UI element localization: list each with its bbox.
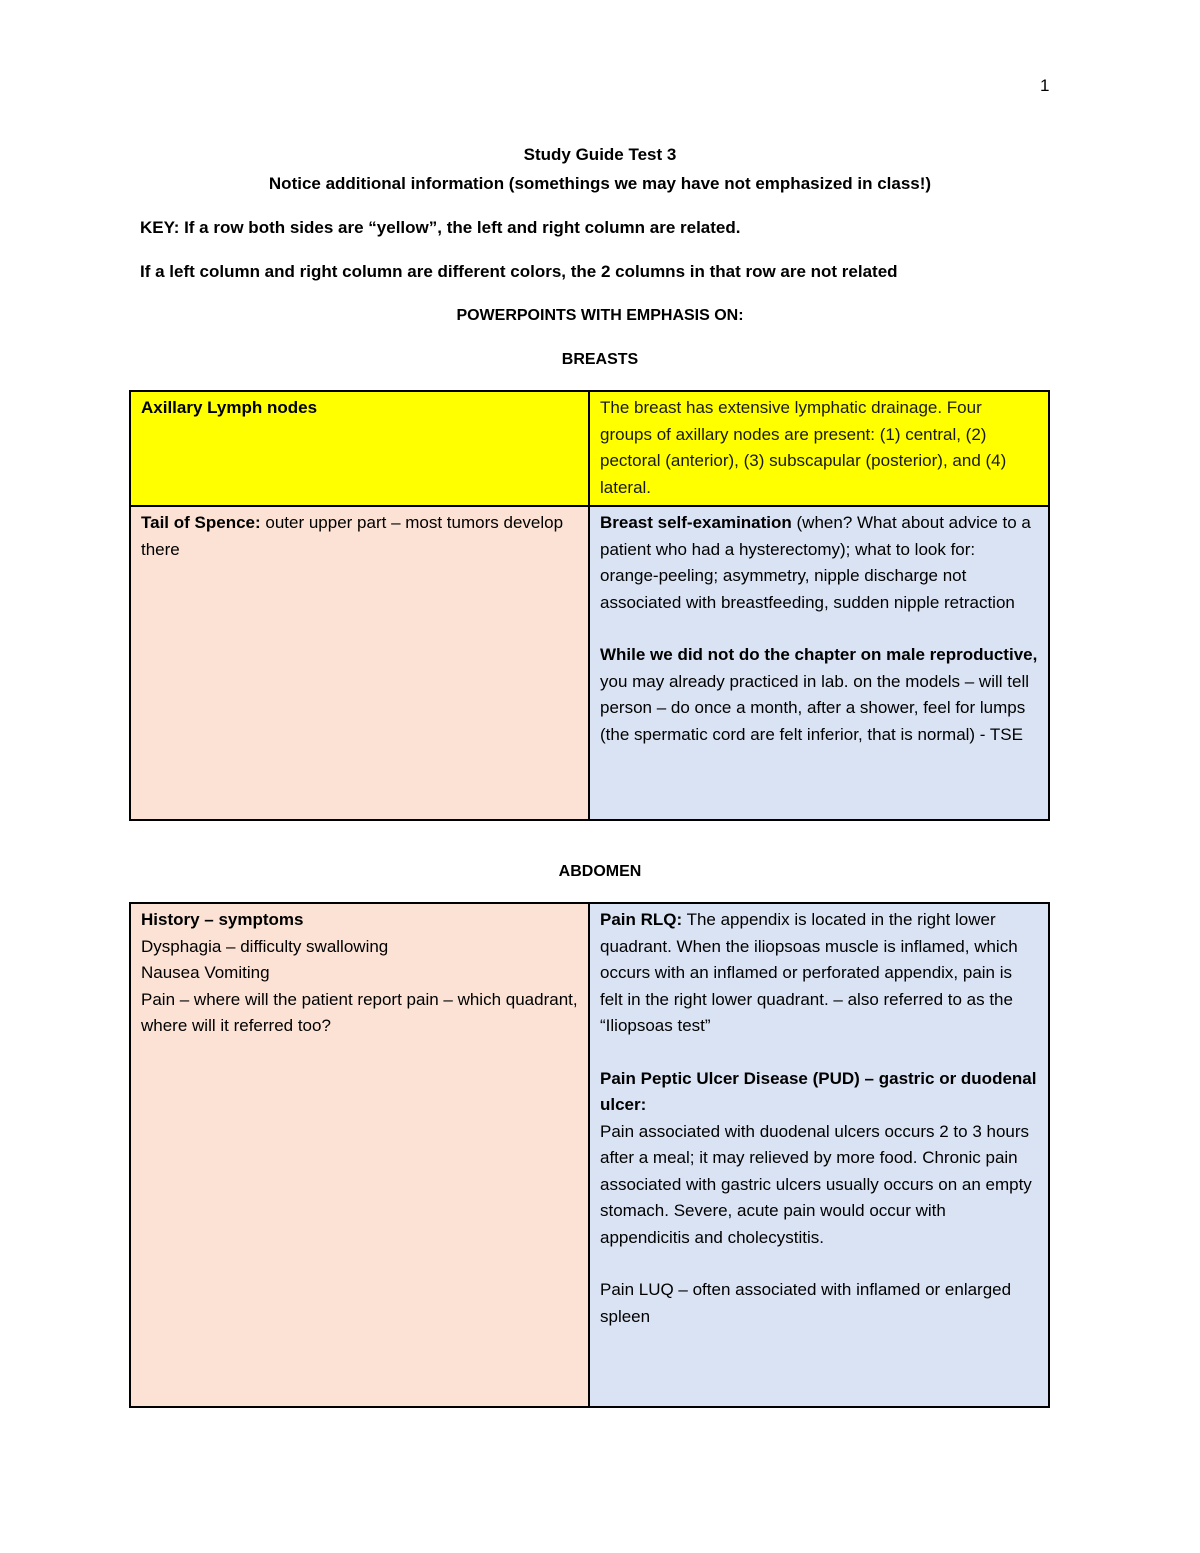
- table-row: [130, 391, 1049, 506]
- page-number: 1: [1040, 76, 1050, 95]
- breasts-heading: BREASTS: [561, 351, 639, 368]
- breast-self-exam-cell: [589, 506, 1049, 820]
- pain-luq-paragraph: Pain LUQ – often associated with inflamed or enlarged spleen: [600, 1280, 1012, 1326]
- breasts-table: [129, 390, 1050, 821]
- tail-of-spence-text: outer upper part – most tumors develop there: [141, 513, 564, 559]
- key-line-1: KEY: If a row both sides are “yellow”, the left and right column are related.: [140, 218, 741, 237]
- pud-label: Pain Peptic Ulcer Disease (PUD) – gastric or duodenal ulcer:: [600, 1068, 1037, 1114]
- tail-of-spence-cell: [130, 506, 589, 820]
- abdomen-table: [129, 902, 1050, 1408]
- table-row: [130, 903, 1049, 1407]
- pain-rlq-text: The appendix is located in the right lower quadrant. When the iliopsoas muscle is inflamed, which occurs with an inflamed or perforated appendix, pain is felt in the right lower quadrant. – also referred to as the “Iliopsoas test”: [600, 910, 1018, 1035]
- history-symptoms-cell: [130, 903, 589, 1407]
- pain-rlq-label: Pain RLQ:: [600, 910, 683, 929]
- abdominal-pain-cell: [589, 903, 1049, 1407]
- male-reproductive-paragraph: [600, 642, 1038, 748]
- list-item: Pain – where will the patient report pain – which quadrant, where will it referred too?: [141, 989, 578, 1035]
- lymphatic-drainage-cell: [589, 391, 1049, 506]
- lymphatic-drainage-text: The breast has extensive lymphatic drainage. Four groups of axillary nodes are present: (1) central, (2) pectoral (anterior), (3) subscapular (posterior), and (4) lateral.: [600, 398, 1007, 497]
- key-line-2: If a left column and right column are different colors, the 2 columns in that row are not related: [140, 262, 898, 281]
- male-reproductive-text: you may already practiced in lab. on the models – will tell person – do once a month, after a shower, feel for lumps (the spermatic cord are felt inferior, that is normal) - TSE: [600, 671, 1029, 744]
- table-row: [130, 506, 1049, 820]
- axillary-lymph-nodes-cell: [130, 391, 589, 506]
- axillary-lymph-nodes-label: Axillary Lymph nodes: [141, 398, 318, 417]
- breast-self-exam-text: (when? What about advice to a patient who had a hysterectomy); what to look for: orange-peeling; asymmetry, nipple discharge not associated with breastfeeding, sudden nipple retraction: [600, 513, 1031, 612]
- page-subtitle: Notice additional information (somethings we may have not emphasized in class!): [268, 174, 932, 193]
- breast-self-exam-label: Breast self-examination: [600, 513, 792, 532]
- pain-rlq-paragraph: [600, 907, 1038, 1040]
- male-reproductive-label: While we did not do the chapter on male reproductive,: [600, 645, 1038, 664]
- list-item: Dysphagia – difficulty swallowing: [141, 936, 389, 956]
- page-title: Study Guide Test 3: [523, 145, 677, 164]
- history-symptoms-label: History – symptoms: [141, 910, 304, 929]
- abdomen-heading: ABDOMEN: [558, 863, 642, 880]
- pud-text: Pain associated with duodenal ulcers occurs 2 to 3 hours after a meal; it may relieved by more food. Chronic pain associated with gastric ulcers usually occurs on an empty stomach. Severe, acute pain would occur with appendicitis and cholecystitis.: [600, 1121, 1032, 1247]
- pud-paragraph: [600, 1066, 1038, 1252]
- emphasis-heading: POWERPOINTS WITH EMPHASIS ON:: [456, 307, 744, 324]
- breast-self-exam-paragraph: [600, 510, 1038, 616]
- list-item: Nausea Vomiting: [141, 963, 270, 982]
- tail-of-spence-label: Tail of Spence:: [141, 513, 261, 532]
